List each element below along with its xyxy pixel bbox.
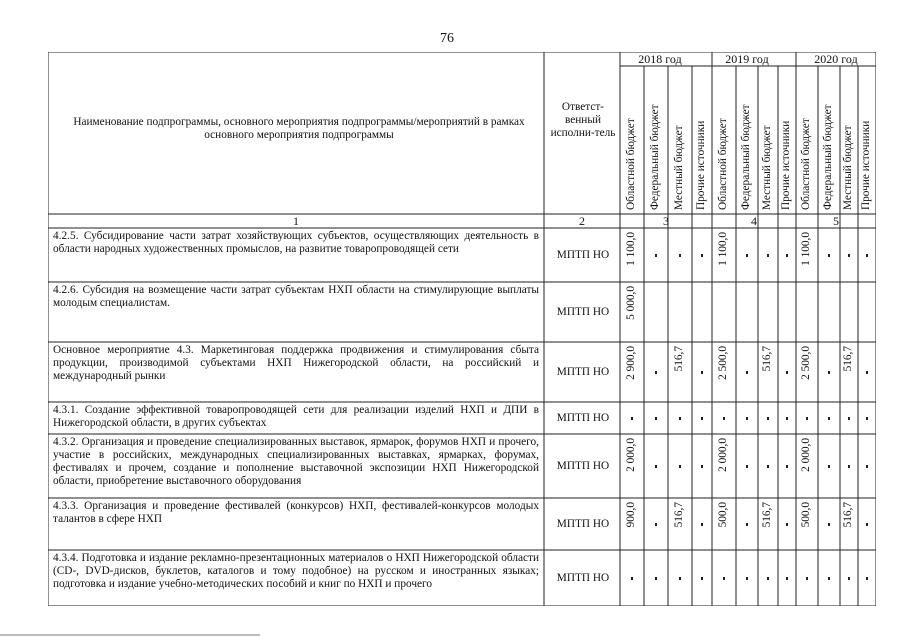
cell-value: 1 100,0 — [717, 232, 729, 266]
dash-value — [786, 417, 788, 420]
dash-value — [701, 465, 703, 468]
page-number: 76 — [440, 31, 454, 46]
dash-value — [679, 254, 681, 257]
dash-value — [723, 417, 725, 420]
cell-value: 900,0 — [625, 502, 637, 528]
dash-value — [679, 577, 681, 580]
row-executor: МПТП НО — [556, 460, 610, 472]
dash-value — [828, 523, 830, 526]
cell-value: 1 100,0 — [800, 232, 812, 266]
dash-value — [866, 465, 868, 468]
cell-value: 516,7 — [761, 346, 773, 372]
dash-value — [866, 254, 868, 257]
row-name: Основное мероприятие 4.3. Маркетинговая поддержка продвижения и стимулирования сбыта продукции, производимой субъектами НХП Нижегородской области, на российский и международный рынки — [53, 344, 539, 382]
source-header: Федеральный бюджет — [822, 104, 834, 210]
year-2018: 2018 год — [638, 52, 682, 66]
dash-value — [828, 465, 830, 468]
dash-value — [746, 577, 748, 580]
col-number-4: 4 — [751, 214, 757, 228]
dash-value — [701, 523, 703, 526]
row-name: 4.3.2. Организация и проведение специализированных выставок, ярмарок, форумов НХП и прочего, участие в российских, международных специализированных выставках, ярмарках, форумах, фестивалях и прочем, создание и пополнение выставочной экспозиции НХП Нижегородской области, приобретение выставочного оборудования — [53, 436, 539, 487]
cell-value: 500,0 — [717, 502, 729, 528]
cell-value: 1 100,0 — [625, 232, 637, 266]
year-2020: 2020 год — [814, 52, 858, 66]
dash-value — [828, 577, 830, 580]
row-name: 4.3.1. Создание эффективной товаропроводящей сети для реализации изделий НХП и ДПИ в Нижегородской области, в других субъектах — [53, 404, 539, 429]
cell-value: 500,0 — [800, 502, 812, 528]
dash-value — [655, 371, 657, 374]
dash-value — [767, 417, 769, 420]
row-executor: МПТП НО — [556, 572, 610, 584]
dash-value — [723, 577, 725, 580]
source-header: Местный бюджет — [842, 125, 854, 210]
cell-value: 516,7 — [673, 502, 685, 528]
cell-value: 2 000,0 — [717, 438, 729, 472]
source-header: Областной бюджет — [625, 118, 637, 210]
dash-value — [866, 417, 868, 420]
row-name: 4.3.4. Подготовка и издание рекламно-презентационных материалов о НХП Нижегородской области (CD-, DVD-дисков, буклетов, каталогов и тому подобное) на русском и иностранных языках; подготовка и издание учебно-методических пособий и книг по НХП и прочего — [53, 552, 539, 590]
dash-value — [746, 371, 748, 374]
dash-value — [786, 371, 788, 374]
dash-value — [866, 371, 868, 374]
col-number-1: 1 — [293, 214, 299, 228]
source-header: Федеральный бюджет — [740, 104, 752, 210]
dash-value — [701, 417, 703, 420]
source-header: Областной бюджет — [717, 118, 729, 210]
dash-value — [828, 417, 830, 420]
cell-value: 2 500,0 — [717, 346, 729, 380]
col-number-2: 2 — [579, 214, 585, 228]
row-executor: МПТП НО — [556, 366, 610, 378]
dash-value — [786, 523, 788, 526]
cell-value: 516,7 — [673, 346, 685, 372]
dash-value — [746, 465, 748, 468]
dash-value — [848, 254, 850, 257]
dash-value — [701, 371, 703, 374]
dash-value — [746, 523, 748, 526]
row-executor: МПТП НО — [556, 412, 610, 424]
col-number-3: 3 — [663, 214, 669, 228]
dash-value — [701, 254, 703, 257]
cell-value: 516,7 — [761, 502, 773, 528]
dash-value — [786, 577, 788, 580]
row-executor: МПТП НО — [556, 518, 610, 530]
cell-value: 2 500,0 — [800, 346, 812, 380]
dash-value — [866, 523, 868, 526]
cell-value: 5 000,0 — [625, 286, 637, 320]
footer-rule — [0, 634, 260, 636]
dash-value — [767, 465, 769, 468]
year-2019: 2019 год — [725, 52, 769, 66]
dash-value — [679, 417, 681, 420]
header-name: Наименование подпрограммы, основного мероприятия подпрограммы/мероприятий в рамках основного мероприятия подпрограммы — [73, 116, 525, 141]
dash-value — [806, 417, 808, 420]
source-header: Областной бюджет — [800, 118, 812, 210]
dash-value — [679, 465, 681, 468]
dash-value — [655, 465, 657, 468]
source-header: Федеральный бюджет — [649, 104, 661, 210]
dash-value — [786, 465, 788, 468]
dash-value — [848, 417, 850, 420]
source-header: Прочие источники — [780, 120, 792, 210]
dash-value — [631, 417, 633, 420]
source-header: Местный бюджет — [673, 125, 685, 210]
row-executor: МПТП НО — [556, 249, 610, 261]
cell-value: 2 900,0 — [625, 346, 637, 380]
dash-value — [655, 523, 657, 526]
dash-value — [767, 254, 769, 257]
budget-table — [48, 52, 876, 606]
header-executor: Ответст-венный исполни-тель — [550, 101, 616, 139]
dash-value — [655, 417, 657, 420]
dash-value — [701, 577, 703, 580]
dash-value — [848, 577, 850, 580]
dash-value — [786, 254, 788, 257]
dash-value — [866, 577, 868, 580]
source-header: Прочие источники — [695, 120, 707, 210]
dash-value — [767, 577, 769, 580]
dash-value — [806, 577, 808, 580]
dash-value — [828, 254, 830, 257]
cell-value: 516,7 — [842, 346, 854, 372]
row-name: 4.2.6. Субсидия на возмещение части затрат субъектам НХП области на стимулирующие выплаты молодым специалистам. — [53, 284, 539, 309]
dash-value — [746, 417, 748, 420]
dash-value — [655, 254, 657, 257]
row-executor: МПТП НО — [556, 306, 610, 318]
source-header: Местный бюджет — [761, 125, 773, 210]
cell-value: 516,7 — [842, 502, 854, 528]
dash-value — [848, 465, 850, 468]
row-name: 4.3.3. Организация и проведение фестивалей (конкурсов) НХП, фестивалей-конкурсов молодых талантов в сфере НХП — [53, 500, 539, 525]
dash-value — [746, 254, 748, 257]
dash-value — [828, 371, 830, 374]
dash-value — [631, 577, 633, 580]
col-number-5: 5 — [833, 214, 839, 228]
cell-value: 2 000,0 — [625, 438, 637, 472]
cell-value: 2 000,0 — [800, 438, 812, 472]
dash-value — [655, 577, 657, 580]
source-header: Прочие источники — [860, 120, 872, 210]
row-name: 4.2.5. Субсидирование части затрат хозяйствующих субъектов, осуществляющих деятельность в области народных художественных промыслов, на развитие товаропроводящей сети — [53, 230, 539, 255]
